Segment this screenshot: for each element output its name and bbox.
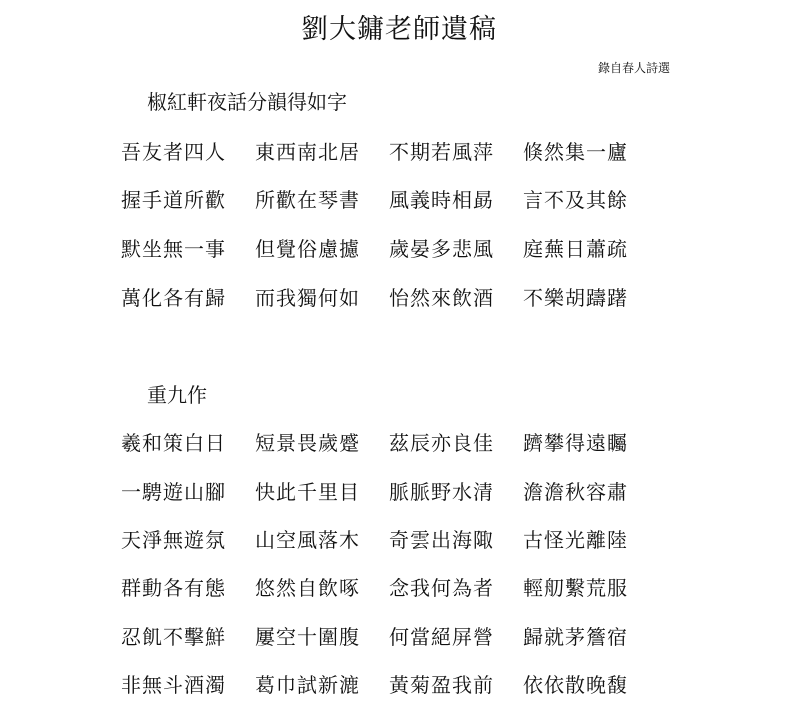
poem-phrase: 風義時相勗 — [389, 188, 494, 212]
poem-phrase: 山空風落木 — [255, 528, 360, 552]
poem-phrase: 歲晏多悲風 — [389, 237, 494, 261]
poem-phrase: 不樂胡躊躇 — [523, 286, 628, 310]
poem-phrase: 吾友者四人 — [121, 140, 226, 164]
poem-phrase: 萬化各有歸 — [121, 286, 226, 310]
poem-title: 重九作 — [147, 383, 207, 407]
poem-phrase: 脈脈野水清 — [389, 480, 494, 504]
poem-phrase: 一騁遊山腳 — [121, 480, 226, 504]
poem-phrase: 東西南北居 — [255, 140, 360, 164]
source-note: 錄自春人詩選 — [598, 61, 671, 75]
poem-phrase: 但覺俗慮攄 — [255, 237, 360, 261]
poem-phrase: 所歡在琴書 — [255, 188, 360, 212]
poem-phrase: 何當絕屏營 — [389, 625, 494, 649]
poem-phrase: 澹澹秋容肅 — [523, 480, 628, 504]
poem-phrase: 忍飢不擊鮮 — [121, 625, 226, 649]
poem-phrase: 怡然來飲酒 — [389, 286, 494, 310]
poem-phrase: 言不及其餘 — [523, 188, 628, 212]
poem-phrase: 黃菊盈我前 — [389, 673, 494, 697]
poem-phrase: 天淨無遊氛 — [121, 528, 226, 552]
poem-phrase: 奇雲出海陬 — [389, 528, 494, 552]
poem-phrase: 短景畏歲蹙 — [255, 431, 360, 455]
poem-phrase: 屢空十圍腹 — [255, 625, 360, 649]
poem-phrase: 倏然集一廬 — [523, 140, 628, 164]
poem-phrase: 依依散晚馥 — [523, 673, 628, 697]
poem-phrase: 念我何為者 — [389, 576, 494, 600]
poem-phrase: 茲辰亦良佳 — [389, 431, 494, 455]
poem-phrase: 葛巾試新漉 — [255, 673, 360, 697]
poem-phrase: 非無斗酒濁 — [121, 673, 226, 697]
poem-phrase: 庭蕪日蕭疏 — [523, 237, 628, 261]
poem-phrase: 悠然自飲啄 — [255, 576, 360, 600]
poem-phrase: 躋攀得遠矚 — [523, 431, 628, 455]
poem-phrase: 而我獨何如 — [255, 286, 360, 310]
poem-phrase: 握手道所歡 — [121, 188, 226, 212]
poem-phrase: 歸就茅簷宿 — [523, 625, 628, 649]
poem-phrase: 快此千里目 — [255, 480, 360, 504]
poem-phrase: 羲和策白日 — [121, 431, 226, 455]
document-title: 劉大鏞老師遺稿 — [301, 14, 497, 45]
poem-phrase: 默坐無一事 — [121, 237, 226, 261]
poem-title: 椒紅軒夜話分韻得如字 — [147, 90, 347, 114]
poem-phrase: 輕舠繫荒服 — [523, 576, 628, 600]
poem-phrase: 不期若風萍 — [389, 140, 494, 164]
poem-phrase: 古怪光離陸 — [523, 528, 628, 552]
poem-phrase: 群動各有態 — [121, 576, 226, 600]
